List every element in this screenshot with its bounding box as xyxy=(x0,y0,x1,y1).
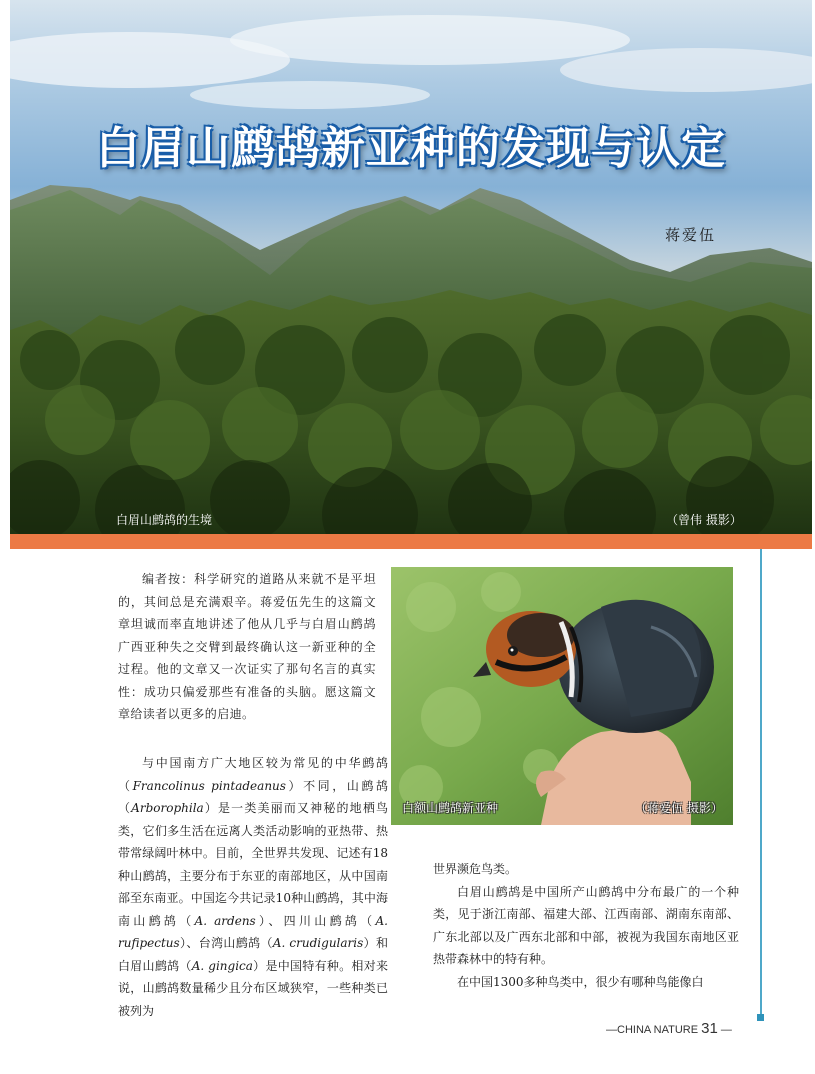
body-column-right xyxy=(433,858,739,993)
latin-name: Francolinus pintadeanus xyxy=(132,778,286,793)
hero-photo-credit: （曾伟 摄影） xyxy=(666,513,742,527)
accent-bar xyxy=(10,534,812,549)
magazine-name: —CHINA NATURE xyxy=(606,1024,699,1036)
bird-photo-caption: 白额山鹧鸪新亚种 xyxy=(402,801,499,815)
hero-photo-caption: 白眉山鹧鸪的生境 xyxy=(116,513,213,527)
footer-dash: — xyxy=(717,1024,732,1036)
landscape-illustration xyxy=(10,0,812,534)
partridge-illustration xyxy=(391,567,733,825)
hero-photo xyxy=(10,0,812,534)
body-paragraph: 与中国南方广大地区较为常见的中华鹧鸪（Francolinus pintadeanus）不同，山鹧鸪（Arborophila）是一类美丽而又神秘的地栖鸟类，它们多生活在远离人类活动影响的亚热带、热带常绿阔叶林中。目前，全世界共发现、记述有18种山鹧鸪，主要分布于东亚的南部地区，从中国南部至东南亚。中国迄今共记录10种山鹧鸪，其中海南山鹧鸪（A. ardens）、四川山鹧鸪（A. rufipectus）、台湾山鹧鸪（A. crudigularis）和白眉山鹧鸪（A. gingica）是中国特有种。相对来说，山鹧鸪数量稀少且分布区域狭窄，一些种类已被列为 xyxy=(118,756,388,1018)
page-number: 31 xyxy=(701,1020,718,1037)
body-paragraph: 世界濒危鸟类。 xyxy=(433,862,518,876)
page-title: 白眉山鹧鸪新亚种的发现与认定 xyxy=(96,123,726,174)
latin-name: A. gingica xyxy=(191,958,253,973)
author-name: 蒋爱伍 xyxy=(665,226,717,244)
side-rule xyxy=(760,549,762,1014)
latin-name: A. crudigularis xyxy=(272,936,364,950)
bird-photo-credit: （蒋爱伍 摄影） xyxy=(635,801,723,815)
latin-name: Arborophila xyxy=(131,801,204,815)
side-rule-dot xyxy=(757,1014,764,1021)
bird-photo xyxy=(391,567,733,825)
body-paragraph: 在中国1300多种鸟类中，很少有哪种鸟能像白 xyxy=(457,974,704,989)
body-paragraph: 白眉山鹧鸪是中国所产山鹧鸪中分布最广的一个种类，见于浙江南部、福建大部、江西南部、湖南东南部、广东北部以及广西东北部和中部，被视为我国东南地区亚热带森林中的特有种。 xyxy=(433,884,739,966)
latin-name: A. ardens xyxy=(194,913,256,928)
editor-note: 编者按：科学研究的道路从来就不是平坦的，其间总是充满艰辛。蒋爱伍先生的这篇文章坦诚而率直地讲述了他从几乎与白眉山鹧鸪广西亚种失之交臂到最终确认这一新亚种的全过程。他的文章又一次证实了那句名言的真实性：成功只偏爱那些有准备的头脑。愿这篇文章给读者以更多的启迪。 xyxy=(118,572,376,721)
page-footer xyxy=(606,1020,732,1037)
body-column-left xyxy=(118,752,388,1022)
latin-name: A. rufipectus xyxy=(118,913,388,950)
